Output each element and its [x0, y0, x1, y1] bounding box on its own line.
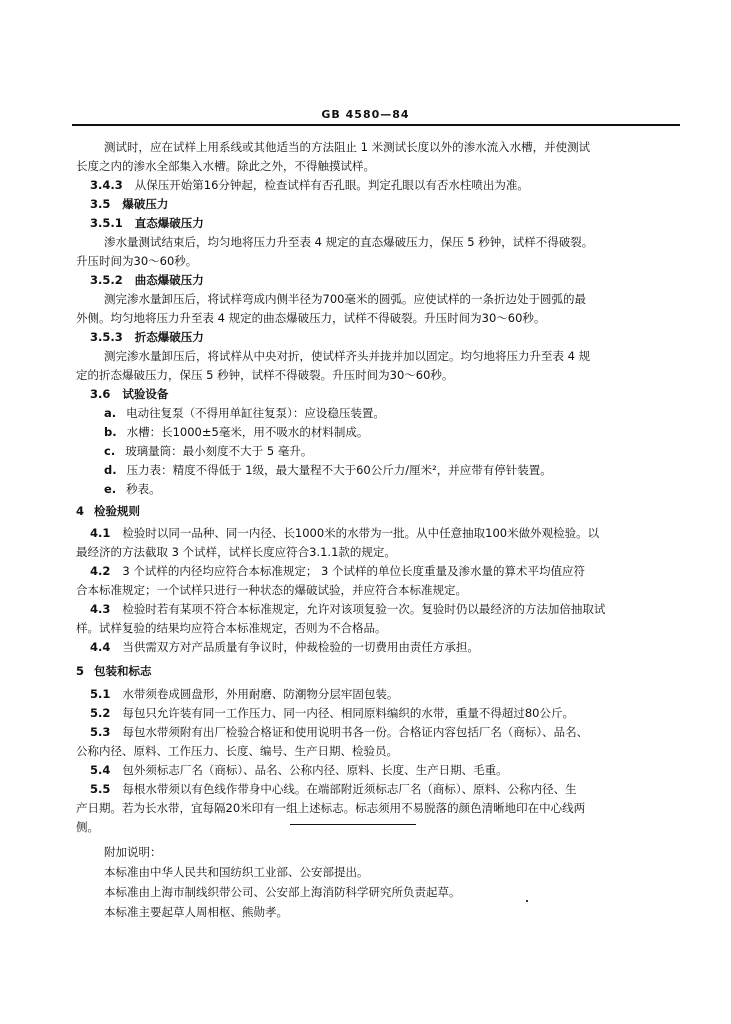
text-line	[76, 663, 152, 679]
text-line	[76, 743, 398, 759]
line-text: 渗水量测试结束后，均匀地将压力升至表 4 规定的直态爆破压力，保压 5 秒钟，试样不得破裂。	[104, 235, 594, 249]
text-line	[76, 819, 99, 835]
clause-number: 5.2	[90, 706, 111, 720]
line-text: 附加说明：	[104, 845, 162, 859]
text-line	[90, 525, 599, 541]
end-separator-rule	[290, 824, 416, 825]
text-line	[76, 158, 375, 174]
line-text: 本标准由上海市制线织带公司、公安部上海消防科学研究所负责起草。	[104, 885, 461, 899]
text-line	[76, 582, 467, 598]
header-rule	[72, 124, 680, 126]
clause-number: 4.1	[90, 526, 111, 540]
text-line	[90, 724, 588, 740]
text-line	[90, 762, 508, 778]
text-line	[76, 253, 197, 269]
text-line	[90, 196, 168, 212]
text-line	[76, 310, 545, 326]
clause-number: d.	[104, 463, 117, 477]
line-text: 测完渗水量卸压后，将试样弯成内侧半径为700毫米的圆弧。应使试样的一条折边处于圆弧的最	[104, 292, 586, 306]
text-line	[90, 215, 204, 231]
text-line	[104, 348, 590, 364]
text-line	[104, 462, 552, 478]
line-text: 最经济的方法截取 3 个试样，试样长度应符合3.1.1款的规定。	[76, 545, 396, 559]
text-line	[104, 291, 586, 307]
text-line	[90, 563, 585, 579]
clause-number: 4.4	[90, 640, 111, 654]
line-text: 直态爆破压力	[134, 216, 204, 230]
line-text: 曲态爆破压力	[134, 273, 204, 287]
line-text: 检验规则	[94, 504, 141, 518]
line-text: 从保压开始第16分钟起，检查试样有否孔眼。判定孔眼以有否水柱喷出为准。	[134, 178, 529, 192]
text-line	[90, 639, 479, 655]
line-text: 秒表。	[126, 482, 161, 496]
line-text: 外侧。均匀地将压力升至表 4 规定的曲态爆破压力，试样不得破裂。升压时间为30～60秒。	[76, 311, 546, 325]
text-line	[104, 844, 162, 860]
text-line	[90, 686, 398, 702]
text-line	[104, 424, 368, 440]
text-line	[76, 800, 585, 816]
line-text: 本标准由中华人民共和国纺织工业部、公安部提出。	[104, 865, 369, 879]
line-text: 合本标准规定；一个试样只进行一种状态的爆破试验，并应符合本标准规定。	[76, 583, 467, 597]
text-line	[90, 386, 168, 402]
text-line	[104, 405, 385, 421]
line-text: 3 个试样的内径均应符合本标准规定； 3 个试样的单位长度重量及渗水量的算术平均值应符	[122, 564, 585, 578]
clause-number: 5.5	[90, 782, 111, 796]
clause-number: 3.4.3	[90, 178, 123, 192]
line-text: 爆破压力	[122, 197, 169, 211]
line-text: 每包只允许装有同一工作压力、同一内径、相同原料编织的水带，重量不得超过80公斤。	[122, 706, 575, 720]
text-line	[104, 139, 590, 155]
clause-number: 3.5	[90, 197, 111, 211]
clause-number: 5.4	[90, 763, 111, 777]
line-text: 水带须卷成圆盘形，外用耐磨、防潮物分层牢固包装。	[122, 687, 399, 701]
line-text: 长度之内的渗水全部集入水槽。除此之外，不得触摸试样。	[76, 159, 375, 173]
clause-number: 4.2	[90, 564, 111, 578]
standard-code-header: GB 4580—84	[321, 108, 410, 121]
line-text: 本标准主要起草人周相枢、熊勋孝。	[104, 905, 288, 919]
line-text: 折态爆破压力	[134, 330, 204, 344]
line-text: 当供需双方对产品质量有争议时，仲裁检验的一切费用由责任方承担。	[122, 640, 479, 654]
line-text: 产日期。若为长水带，宜每隔20米印有一组上述标志。标志须用不易脱落的颜色清晰地印在中心线两	[76, 801, 586, 815]
clause-number: 4	[76, 504, 85, 518]
text-line	[90, 601, 605, 617]
clause-number: c.	[104, 444, 116, 458]
text-line	[76, 544, 396, 560]
text-line	[90, 329, 204, 345]
line-text: 玻璃量筒：最小刻度不大于 5 毫升。	[125, 444, 313, 458]
text-line	[104, 904, 288, 920]
text-line	[76, 367, 453, 383]
text-line	[104, 481, 161, 497]
text-line	[104, 234, 593, 250]
line-text: 包外须标志厂名（商标）、品名、公称内径、原料、长度、生产日期、毛重。	[122, 763, 508, 777]
line-text: 侧。	[76, 820, 99, 834]
text-line	[104, 884, 461, 900]
line-text: 水槽：长1000±5毫米，用不吸水的材料制成。	[126, 425, 369, 439]
speck-mark	[526, 900, 528, 902]
clause-number: a.	[104, 406, 117, 420]
clause-number: 3.5.1	[90, 216, 123, 230]
clause-number: 5.3	[90, 725, 111, 739]
text-line	[90, 705, 574, 721]
line-text: 包装和标志	[94, 664, 152, 678]
text-line	[76, 620, 387, 636]
clause-number: b.	[104, 425, 117, 439]
clause-number: 5	[76, 664, 85, 678]
clause-number: 3.5.3	[90, 330, 123, 344]
text-line	[76, 503, 140, 519]
text-line	[90, 781, 577, 797]
line-text: 电动往复泵（不得用单缸往复泵）：应设稳压装置。	[126, 406, 385, 420]
line-text: 检验时以同一品种、同一内径、长1000米的水带为一批。从中任意抽取100米做外观检验。以	[122, 526, 600, 540]
line-text: 公称内径、原料、工作压力、长度、编号、生产日期、检验员。	[76, 744, 398, 758]
text-line	[104, 443, 312, 459]
line-text: 样。试样复验的结果均应符合本标准规定，否则为不合格品。	[76, 621, 387, 635]
clause-number: 3.6	[90, 387, 111, 401]
line-text: 每包水带须附有出厂检验合格证和使用说明书各一份。合格证内容包括厂名（商标）、品名、	[122, 725, 589, 739]
clause-number: 3.5.2	[90, 273, 123, 287]
line-text: 测完渗水量卸压后，将试样从中央对折，使试样齐头并拢并加以固定。均匀地将压力升至表 4 规	[104, 349, 591, 363]
text-line	[90, 272, 204, 288]
line-text: 测试时，应在试样上用系线或其他适当的方法阻止 1 米测试长度以外的渗水流入水槽，并使测试	[104, 140, 591, 154]
text-line	[104, 864, 369, 880]
clause-number: 5.1	[90, 687, 111, 701]
clause-number: 4.3	[90, 602, 111, 616]
line-text: 每根水带须以有色线作带身中心线。在端部附近须标志厂名（商标）、原料、公称内径、生	[122, 782, 577, 796]
line-text: 压力表：精度不得低于 1级，最大量程不大于60公斤力/厘米²，并应带有停针装置。	[126, 463, 552, 477]
line-text: 试验设备	[122, 387, 169, 401]
line-text: 升压时间为30～60秒。	[76, 254, 198, 268]
line-text: 检验时若有某项不符合本标准规定，允许对该项复验一次。复验时仍以最经济的方法加倍抽取试	[122, 602, 606, 616]
line-text: 定的折态爆破压力，保压 5 秒钟，试样不得破裂。升压时间为30～60秒。	[76, 368, 454, 382]
clause-number: e.	[104, 482, 117, 496]
text-line	[90, 177, 529, 193]
